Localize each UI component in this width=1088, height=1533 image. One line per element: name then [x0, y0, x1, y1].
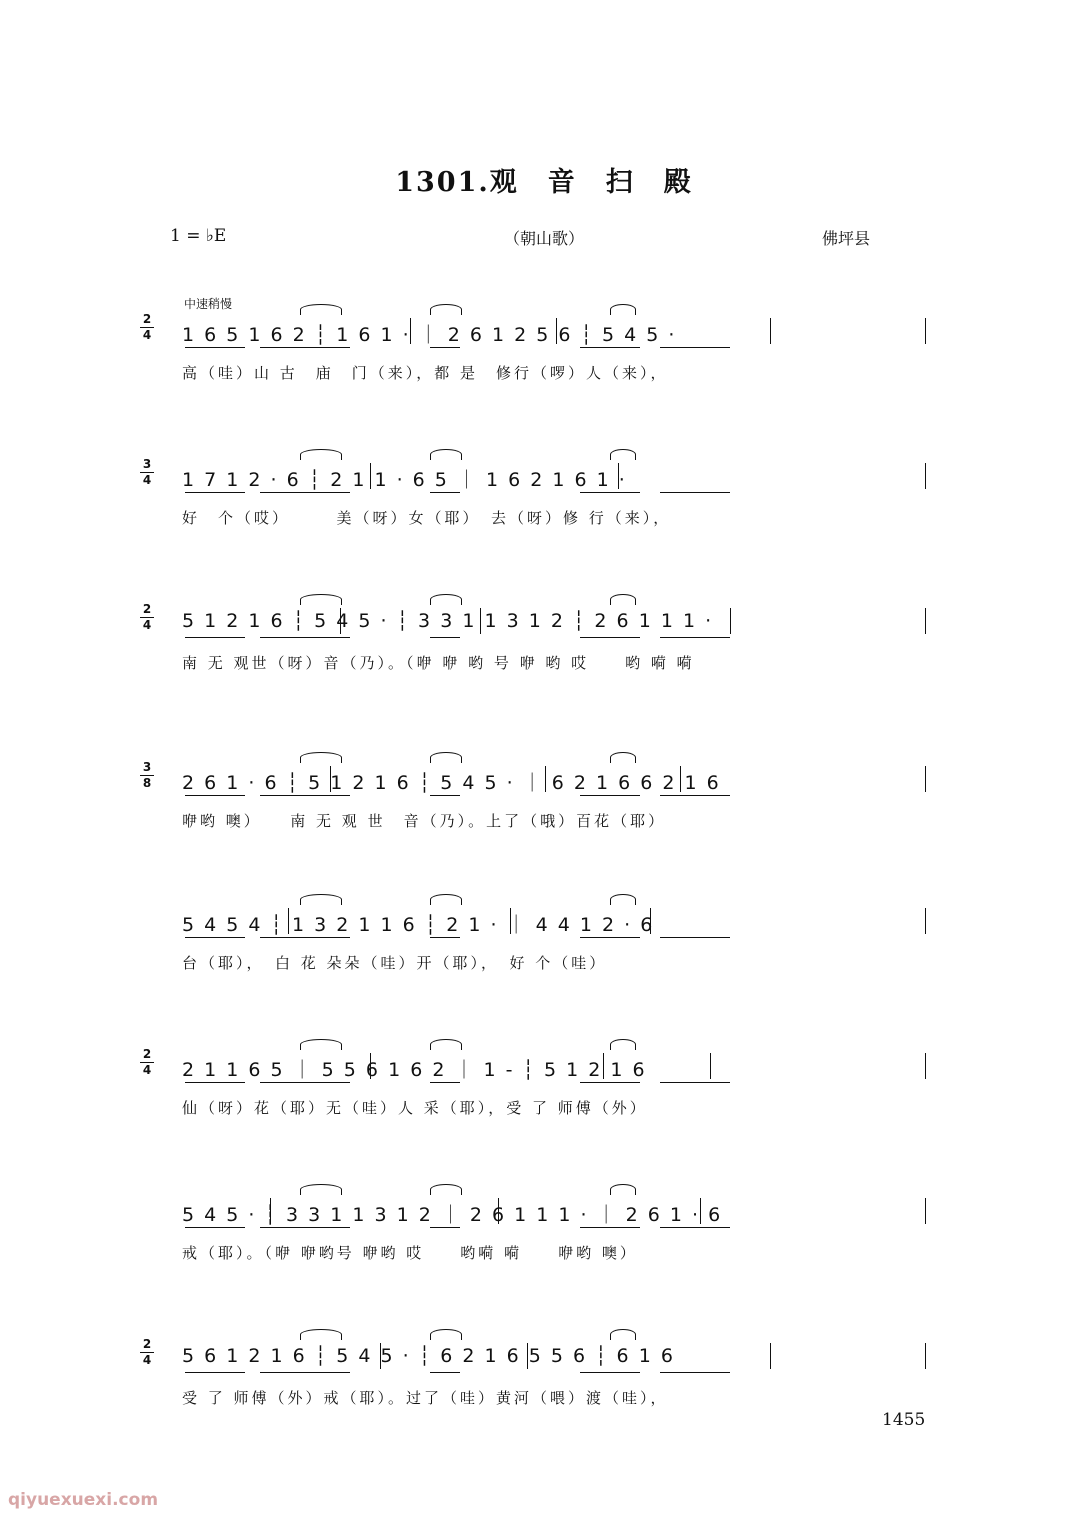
slur-mark — [300, 894, 342, 905]
time-signature — [140, 313, 154, 342]
score-system — [0, 455, 1088, 575]
beam-line — [185, 795, 245, 796]
lyric-line: 咿哟 噢） 南 无 观 世 音（乃）。上了（哦）百花（耶） — [182, 812, 667, 830]
score-system — [0, 1045, 1088, 1165]
time-signature — [140, 1338, 154, 1367]
bar-line — [700, 1198, 701, 1224]
time-denominator: 4 — [142, 473, 152, 487]
slur-mark — [610, 894, 636, 905]
bar-line — [925, 766, 926, 792]
beam-line — [580, 492, 640, 493]
slur-mark — [300, 1039, 342, 1050]
bar-line — [925, 463, 926, 489]
bar-line — [527, 1343, 528, 1369]
beam-line — [430, 1372, 460, 1373]
bar-line — [925, 908, 926, 934]
beam-line — [580, 347, 640, 348]
slur-mark — [430, 1039, 462, 1050]
bar-line — [556, 318, 557, 344]
beam-line — [660, 1082, 730, 1083]
score-system — [0, 758, 1088, 878]
beam-line — [185, 492, 245, 493]
page-number: 1455 — [882, 1410, 926, 1430]
bar-line — [770, 1343, 771, 1369]
lyric-line: 戒（耶）。（咿 咿哟号 咿哟 哎 哟嗬 嗬 咿哟 噢） — [182, 1244, 638, 1262]
bar-line — [680, 766, 681, 792]
bar-line — [510, 908, 511, 934]
bar-line — [545, 766, 546, 792]
beam-line — [430, 637, 460, 638]
beam-line — [660, 637, 730, 638]
slur-mark — [610, 1184, 636, 1195]
time-signature — [140, 458, 154, 487]
beam-line — [260, 492, 350, 493]
time-numerator: 2 — [142, 602, 152, 616]
slur-mark — [610, 752, 636, 763]
lyric-line: 南 无 观世（呀）音（乃）。（咿 咿 哟 号 咿 哟 哎 哟 嗬 嗬 — [182, 654, 695, 672]
time-signature — [140, 603, 154, 632]
time-signature — [140, 1048, 154, 1077]
slur-mark — [430, 449, 462, 460]
beam-line — [260, 637, 350, 638]
time-signature — [140, 761, 154, 790]
slur-mark — [610, 449, 636, 460]
slur-mark — [300, 752, 342, 763]
time-numerator: 3 — [142, 760, 152, 774]
beam-line — [660, 1372, 730, 1373]
slur-mark — [430, 1329, 462, 1340]
beam-line — [430, 492, 460, 493]
bar-line — [370, 1053, 371, 1079]
beam-line — [185, 1372, 245, 1373]
beam-line — [580, 1082, 640, 1083]
beam-line — [260, 1227, 350, 1228]
bar-line — [925, 318, 926, 344]
beam-line — [580, 937, 640, 938]
bar-line — [730, 608, 731, 634]
bar-line — [330, 766, 331, 792]
score-system — [0, 900, 1088, 1020]
key-signature: 1 = ♭E — [170, 226, 227, 246]
notation-line: 5 4 5 4 ┆ 1 3 2 1 1 6 ┆ 2 1 · ｜ 4 4 1 2 · 6 — [182, 914, 655, 936]
bar-line — [603, 1053, 604, 1079]
notation-line: 5 1 2 1 6 ┆ 5 4 5 · ┆ 3 3 1 1 3 1 2 ┆ 2 6 1 1 1 · — [182, 610, 714, 632]
slur-mark — [300, 449, 342, 460]
slur-mark — [430, 1184, 462, 1195]
slur-mark — [430, 304, 462, 315]
beam-line — [185, 1082, 245, 1083]
beam-line — [430, 1227, 460, 1228]
score-system — [0, 600, 1088, 720]
notation-line: 2 6 1 · 6 ┆ 5 1 2 1 6 ┆ 5 4 5 · ｜ 6 2 1 6 6 2 1 6 — [182, 772, 721, 794]
beam-line — [430, 795, 460, 796]
time-denominator: 8 — [142, 776, 152, 790]
song-subtitle: （朝山歌） — [503, 229, 584, 248]
bar-line — [618, 463, 619, 489]
slur-mark — [300, 1184, 342, 1195]
beam-line — [185, 347, 245, 348]
beam-line — [430, 1082, 460, 1083]
beam-line — [580, 795, 640, 796]
time-numerator: 2 — [142, 1047, 152, 1061]
song-origin: 佛坪县 — [822, 229, 871, 248]
bar-line — [288, 908, 289, 934]
bar-line — [925, 608, 926, 634]
beam-line — [260, 1372, 350, 1373]
beam-line — [660, 1227, 730, 1228]
beam-line — [185, 637, 245, 638]
beam-line — [660, 347, 730, 348]
score-system — [0, 1335, 1088, 1455]
bar-line — [650, 908, 651, 934]
slur-mark — [610, 1329, 636, 1340]
slur-mark — [430, 894, 462, 905]
beam-line — [260, 347, 350, 348]
beam-line — [580, 1227, 640, 1228]
lyric-line: 高（哇）山 古 庙 门（来），都 是 修行（啰）人（来）， — [182, 364, 669, 382]
time-numerator: 2 — [142, 312, 152, 326]
lyric-line: 好 个（哎） 美（呀）女（耶） 去（呀）修 行（来）， — [182, 509, 672, 527]
bar-line — [480, 608, 481, 634]
slur-mark — [430, 594, 462, 605]
slur-mark — [430, 752, 462, 763]
time-denominator: 4 — [142, 1063, 152, 1077]
tempo-marking: 中速稍慢 — [184, 297, 233, 311]
bar-line — [370, 463, 371, 489]
bar-line — [770, 318, 771, 344]
beam-line — [580, 637, 640, 638]
bar-line — [340, 608, 341, 634]
beam-line — [260, 937, 350, 938]
beam-line — [660, 492, 730, 493]
beam-line — [260, 795, 350, 796]
beam-line — [430, 937, 460, 938]
song-title: 1301.观 音 扫 殿 — [395, 167, 693, 198]
notation-line: 1 6 5 1 6 2 ┆ 1 6 1 · ｜ 2 6 1 2 5 6 ┆ 5 4 5 · — [182, 324, 677, 346]
lyric-line: 台（耶）， 白 花 朵朵（哇）开（耶）， 好 个（哇） — [182, 954, 608, 972]
lyric-line: 仙（呀）花（耶）无（哇）人 采（耶），受 了 师傅（外） — [182, 1099, 648, 1117]
bar-line — [380, 1343, 381, 1369]
bar-line — [925, 1198, 926, 1224]
beam-line — [185, 937, 245, 938]
time-numerator: 2 — [142, 1337, 152, 1351]
bar-line — [410, 318, 411, 344]
beam-line — [260, 1082, 350, 1083]
bar-line — [498, 1198, 499, 1224]
bar-line — [710, 1053, 711, 1079]
notation-line: 2 1 1 6 5 ｜ 5 5 6 1 6 2 ｜ 1 - ┆ 5 1 2 1 6 — [182, 1059, 647, 1081]
slur-mark — [610, 1039, 636, 1050]
notation-line: 1 7 1 2 · 6 ┆ 2 1 1 · 6 5 ｜ 1 6 2 1 6 1 · — [182, 469, 627, 491]
bar-line — [925, 1053, 926, 1079]
score-system — [0, 310, 1088, 430]
slur-mark — [610, 594, 636, 605]
time-denominator: 4 — [142, 618, 152, 632]
time-denominator: 4 — [142, 328, 152, 342]
watermark: qiyuexuexi.com — [8, 1490, 159, 1510]
beam-line — [430, 347, 460, 348]
lyric-line: 受 了 师傅（外）戒（耶）。过了（哇）黄河（喂）渡（哇）， — [182, 1389, 669, 1407]
score-system — [0, 1190, 1088, 1310]
beam-line — [660, 937, 730, 938]
slur-mark — [300, 1329, 342, 1340]
beam-line — [580, 1372, 640, 1373]
slur-mark — [300, 594, 342, 605]
notation-line: 5 6 1 2 1 6 ┆ 5 4 5 · ┆ 6 2 1 6 5 5 6 ┆ 6 1 6 — [182, 1345, 675, 1367]
bar-line — [925, 1343, 926, 1369]
slur-mark — [300, 304, 342, 315]
slur-mark — [610, 304, 636, 315]
beam-line — [660, 795, 730, 796]
beam-line — [185, 1227, 245, 1228]
bar-line — [270, 1198, 271, 1224]
time-numerator: 3 — [142, 457, 152, 471]
notation-line: 5 4 5 · ┆ 3 3 1 1 3 1 2 ｜ 2 6 1 1 1 · ｜ 2 6 1 · 6 — [182, 1204, 723, 1226]
time-denominator: 4 — [142, 1353, 152, 1367]
